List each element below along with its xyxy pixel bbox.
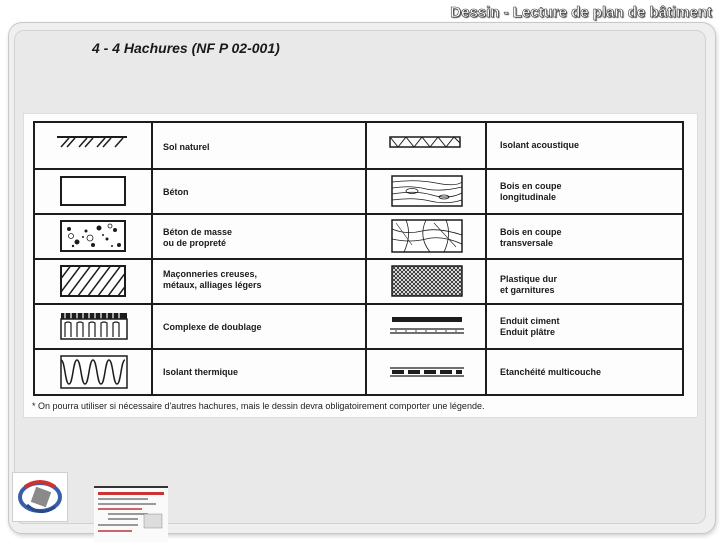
label-plastique-dur: Plastique dur et garnitures [500,274,558,295]
label-maconneries: Maçonneries creuses, métaux, alliages légers [163,269,262,290]
label-etancheite: Etanchéité multicouche [500,367,602,377]
label-isolant-thermique: Isolant thermique [163,367,239,377]
hatch-complexe-doublage [35,305,151,348]
hatch-legend-scan [23,113,698,418]
header-title: Dessin - Lecture de plan de bâtiment [450,4,712,21]
label-bois-longitudinale: Bois en coupe longitudinale [500,181,562,202]
hatch-bois-longitudinal [366,170,485,213]
company-logo-icon [12,472,68,522]
label-beton: Béton [163,187,189,197]
hatch-enduit [366,305,485,348]
label-enduit: Enduit ciment Enduit plâtre [500,316,560,337]
hatch-isolant-thermique [35,350,151,394]
slide-thumbnail-icon [94,486,168,542]
hatch-etancheite [366,350,485,394]
hatch-table [33,121,684,396]
hatch-maconneries [35,260,151,303]
label-bois-transversale: Bois en coupe transversale [500,227,562,248]
section-title: 4 - 4 Hachures (NF P 02-001) [92,40,280,56]
label-beton-masse: Béton de masse ou de propreté [163,227,233,248]
hatch-plastique-dur [366,260,485,303]
label-isolant-acoustique: Isolant acoustique [500,140,580,150]
footnote: * On pourra utiliser si nécessaire d'autres hachures, mais le dessin devra obligatoirement comporter une légende. [32,401,485,411]
label-sol-naturel: Sol naturel [163,142,210,152]
hatch-beton [35,170,151,213]
hatch-beton-masse [35,215,151,258]
hatch-bois-transversal [366,215,485,258]
hatch-sol-naturel [35,123,151,168]
hatch-isolant-acoustique [366,123,485,168]
label-complexe-doublage: Complexe de doublage [163,322,262,332]
